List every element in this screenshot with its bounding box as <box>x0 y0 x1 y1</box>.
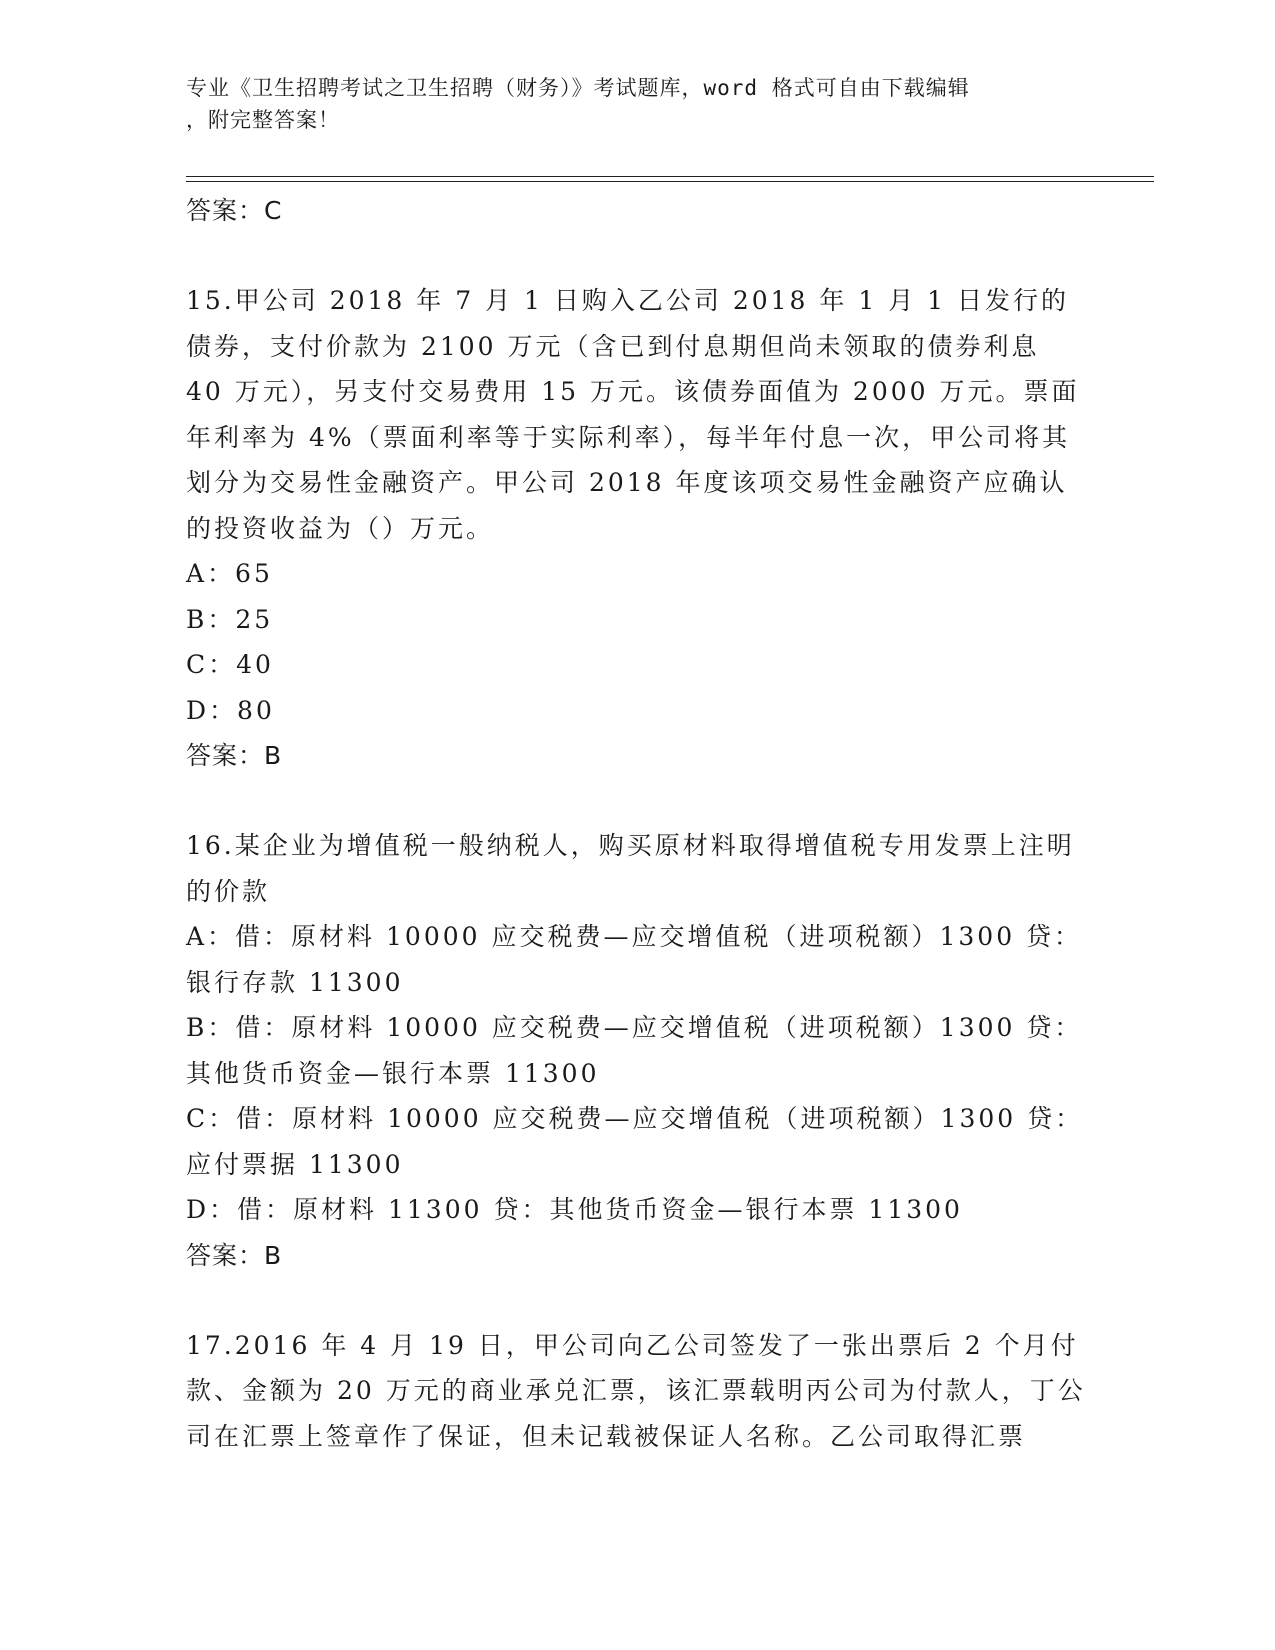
question-16-stem: 16.某企业为增值税一般纳税人，购买原材料取得增值税专用发票上注明的价款 <box>186 831 1075 906</box>
question-17-stem: 17.2016 年 4 月 19 日，甲公司向乙公司签发了一张出票后 2 个月付款、金额为 20 万元的商业承兑汇票，该汇票载明丙公司为付款人，丁公司在汇票上签章作了保证，但未记载被保证人名称。乙公司取得汇票 <box>186 1330 1086 1451</box>
question-15 <box>186 278 1086 779</box>
document-body <box>186 188 1086 1459</box>
prev-answer: 答案：C <box>186 196 283 225</box>
question-16-answer: 答案：B <box>186 1240 283 1270</box>
header-line-1: 专业《卫生招聘考试之卫生招聘（财务）》考试题库，word 格式可自由下载编辑 <box>186 76 970 100</box>
question-15-option-d: D：80 <box>186 695 275 725</box>
question-16-option-a: A：借：原材料 10000 应交税费—应交增值税（进项税额）1300 贷：银行存款 11300 <box>186 922 1083 997</box>
question-15-option-a: A：65 <box>186 559 273 588</box>
question-15-option-b: B：25 <box>186 604 274 634</box>
question-15-stem: 15.甲公司 2018 年 7 月 1 日购入乙公司 2018 年 1 月 1 日发行的债券，支付价款为 2100 万元（含已到付息期但尚未领取的债券利息 40 万元），另支付交易费用 15 万元。该债券面值为 2000 万元。票面年利率为 4%（票面利率等于实际利率），每半年付息一次，甲公司将其划分为交易性金融资产。甲公司 2018 年度该项交易性金融资产应确认的投资收益为（）万元。 <box>186 286 1080 543</box>
question-16-option-c: C：借：原材料 10000 应交税费—应交增值税（进项税额）1300 贷：应付票据 11300 <box>186 1104 1084 1179</box>
header-rule-top <box>186 176 1154 177</box>
question-15-answer: 答案：B <box>186 741 283 770</box>
question-17 <box>186 1323 1086 1460</box>
header-rule-bottom <box>186 181 1154 182</box>
question-15-option-c: C：40 <box>186 650 274 679</box>
document-header <box>186 72 1086 136</box>
question-16-option-d: D：借：原材料 11300 贷：其他货币资金—银行本票 11300 <box>186 1195 963 1224</box>
question-16-option-b: B：借：原材料 10000 应交税费—应交增值税（进项税额）1300 贷：其他货币资金—银行本票 11300 <box>186 1013 1083 1088</box>
question-16 <box>186 823 1086 1279</box>
header-line-2: ，附完整答案！ <box>186 108 340 132</box>
